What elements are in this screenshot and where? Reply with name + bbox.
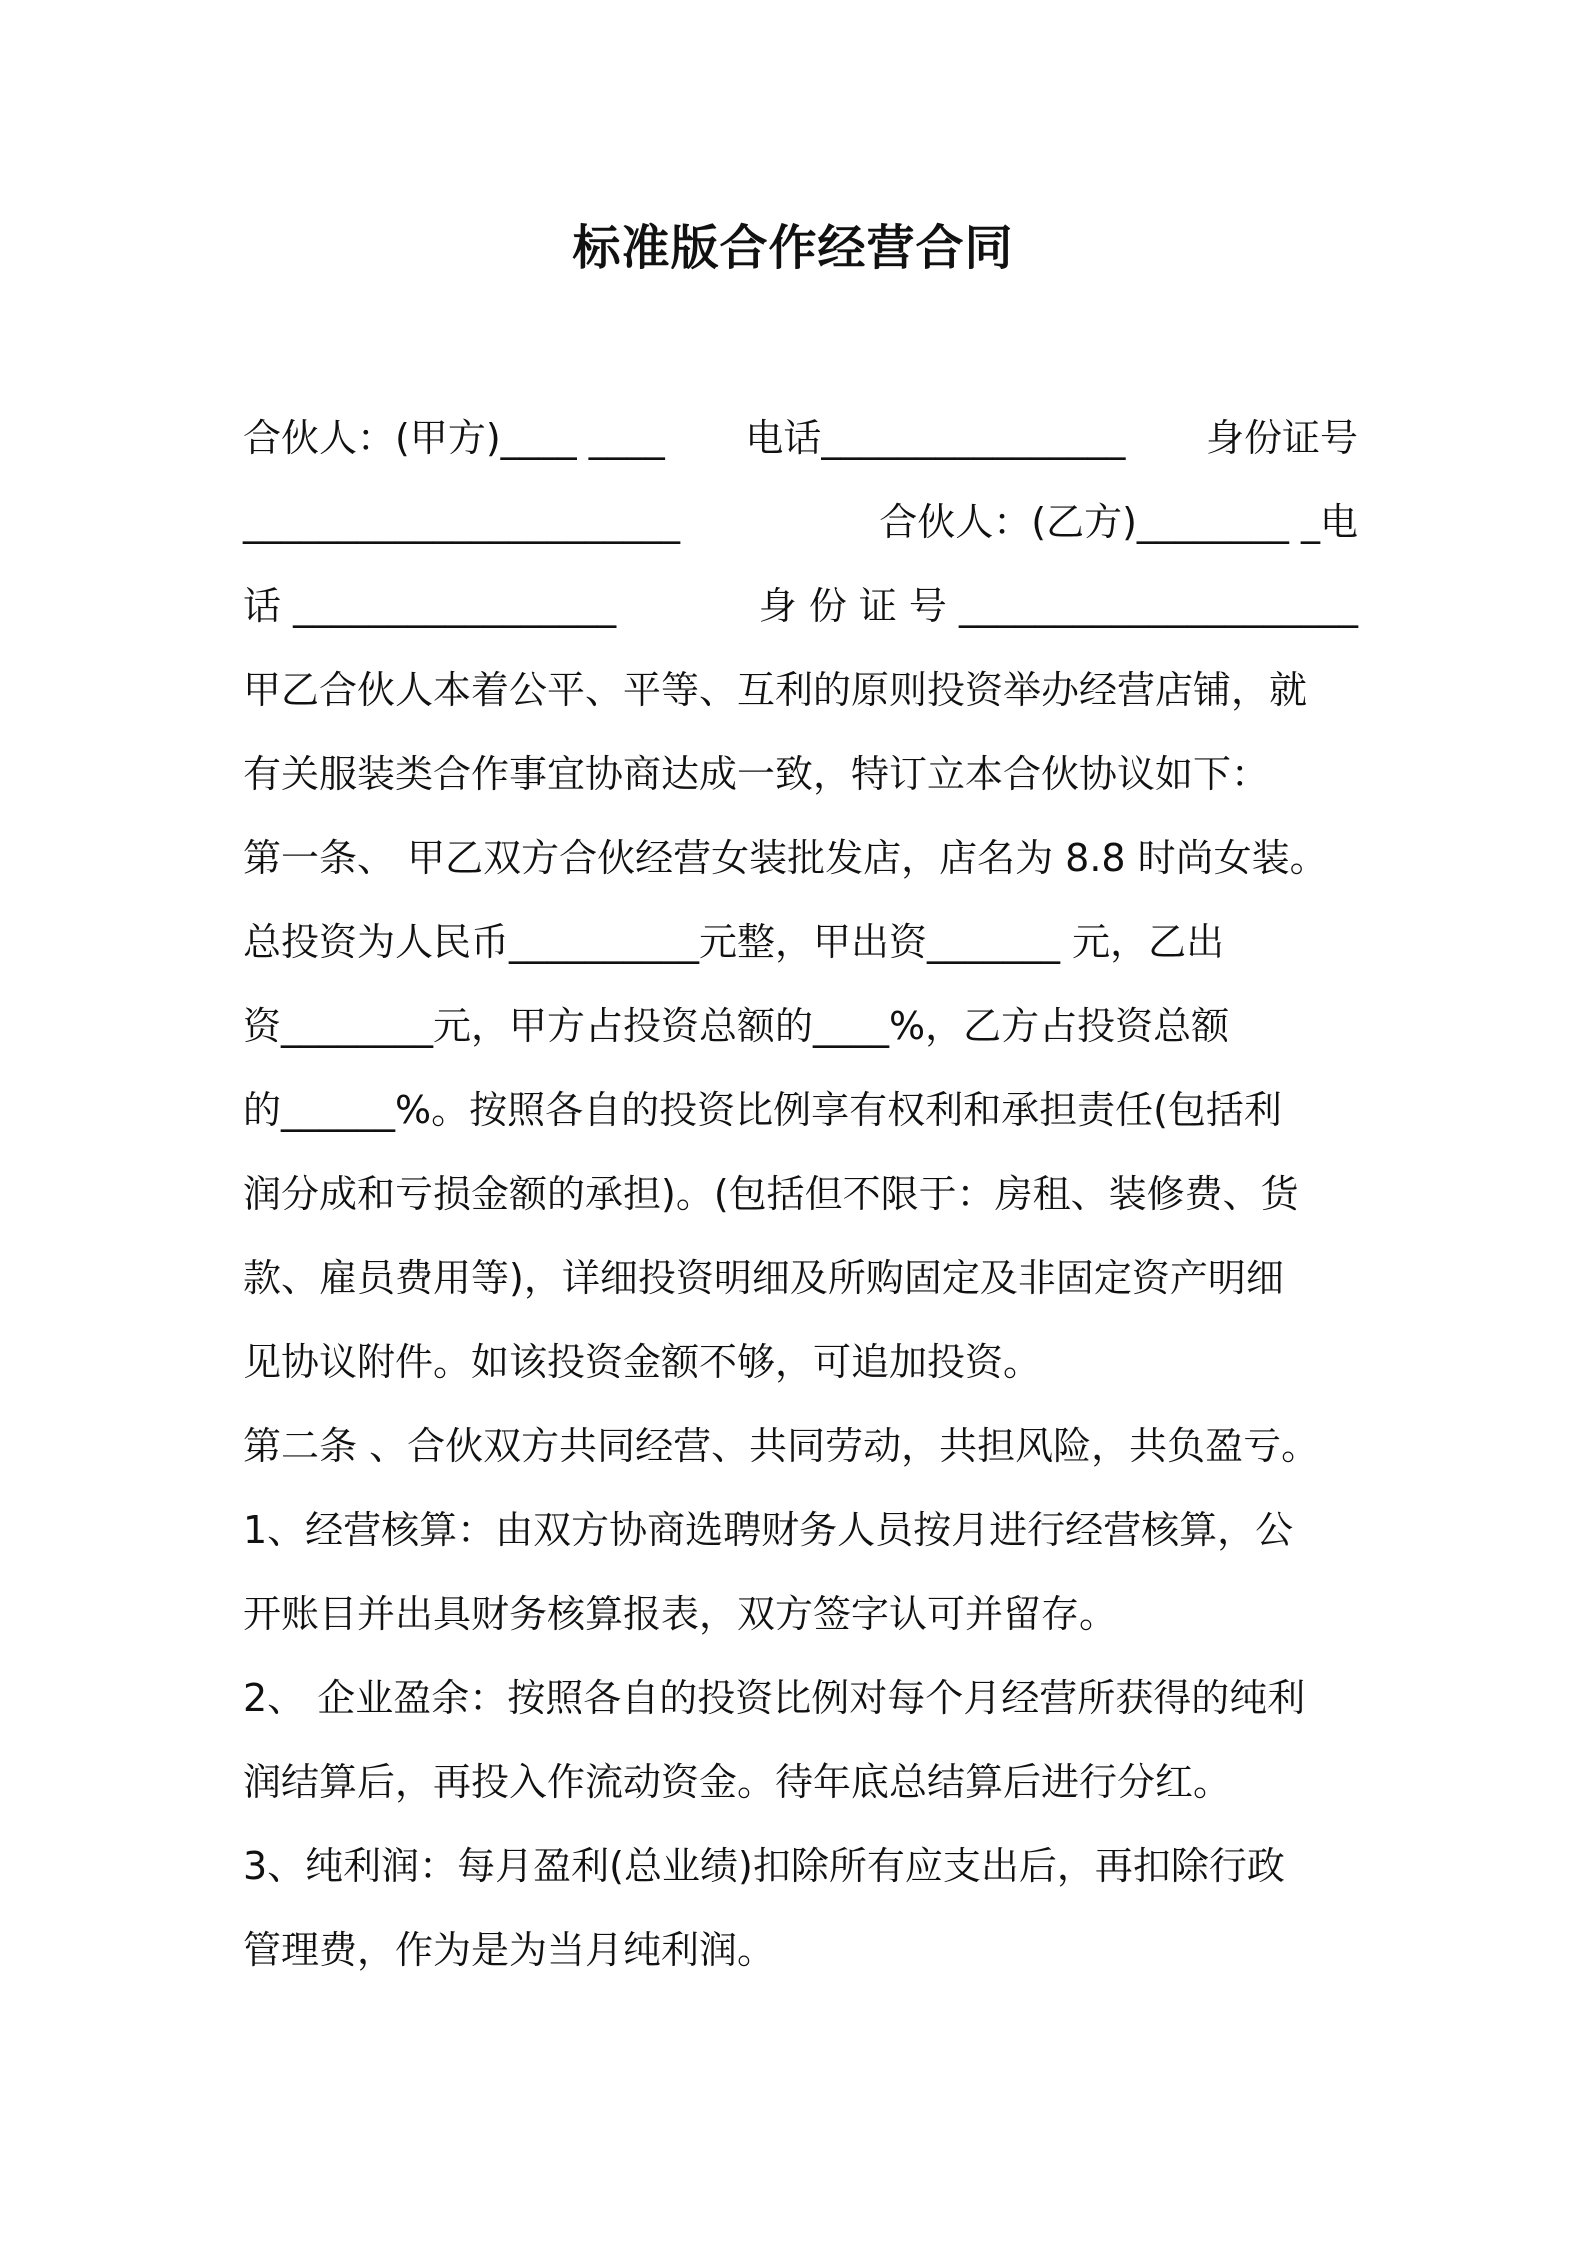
text-line: 有关服装类合作事宜协商达成一致，特订立本合伙协议如下：: [243, 752, 1270, 796]
party-b-id-field: 身 份 证 号 _____________________: [758, 584, 1358, 628]
text-line: 甲乙合伙人本着公平、平等、互利的原则投资举办经营店铺，就: [243, 668, 1308, 712]
text-line: 开账目并出具财务核算报表，双方签字认可并留存。: [243, 1592, 1118, 1636]
clause-2-line: 2、 企业盈余：按照各自的投资比例对每个月经营所获得的纯利: [243, 1676, 1306, 1720]
party-a-id-blank: _______________________: [243, 500, 680, 544]
party-b-phone-field: 话 _________________: [243, 584, 617, 628]
party-b-name-field: 合伙人：(乙方)________ _电: [879, 500, 1358, 544]
party-a-phone-field: 电话________________: [745, 416, 1126, 460]
party-a-line: [243, 410, 1358, 466]
text-line: 管理费，作为是为当月纯利润。: [243, 1928, 776, 1972]
article-2-line: 第二条 、合伙双方共同经营、共同劳动，共担风险，共负盈亏。: [243, 1424, 1320, 1468]
document-title: 标准版合作经营合同: [572, 220, 1014, 276]
text-line: 款、雇员费用等)，详细投资明细及所购固定及非固定资产明细: [243, 1256, 1284, 1300]
party-a-name-field: 合伙人：(甲方)____ ____: [243, 416, 665, 460]
party-b-contact-line: [243, 578, 1358, 634]
text-line: 总投资为人民币__________元整，甲出资_______ 元，乙出: [243, 920, 1225, 964]
party-b-line: [243, 494, 1358, 550]
article-1-line: 第一条、 甲乙双方合伙经营女装批发店，店名为 8.8 时尚女装。: [243, 836, 1328, 880]
text-line: 润分成和亏损金额的承担)。(包括但不限于：房租、装修费、货: [243, 1172, 1299, 1216]
party-a-id-label: 身份证号: [1205, 416, 1358, 460]
text-line: 的______%。按照各自的投资比例享有权利和承担责任(包括利: [243, 1088, 1282, 1132]
text-line: 润结算后，再投入作流动资金。待年底总结算后进行分红。: [243, 1760, 1232, 1804]
text-line: 资________元，甲方占投资总额的____%，乙方占投资总额: [243, 1004, 1230, 1048]
clause-1-line: 1、经营核算：由双方协商选聘财务人员按月进行经营核算，公: [243, 1508, 1294, 1552]
text-line: 见协议附件。如该投资金额不够，可追加投资。: [243, 1340, 1042, 1384]
clause-3-line: 3、纯利润：每月盈利(总业绩)扣除所有应支出后，再扣除行政: [243, 1844, 1285, 1888]
